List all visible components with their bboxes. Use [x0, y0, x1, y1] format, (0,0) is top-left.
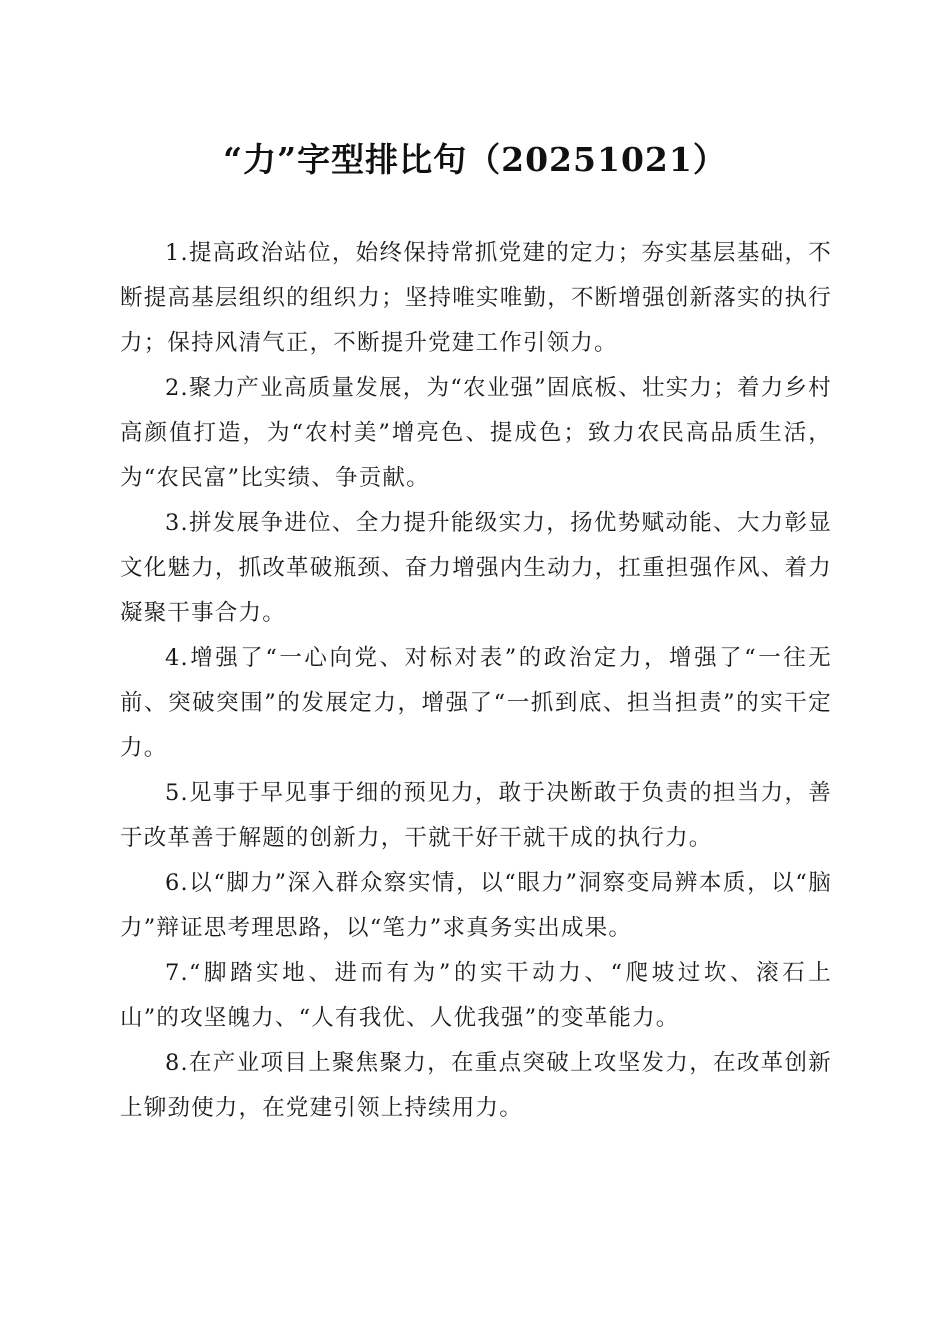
paragraph-1: 1.提高政治站位，始终保持常抓党建的定力；夯实基层基础，不断提高基层组织的组织力；坚持唯实唯勤，不断增强创新落实的执行力；保持风清气正，不断提升党建工作引领力。	[120, 240, 832, 356]
paragraph-3: 3.拼发展争进位、全力提升能级实力，扬优势赋动能、大力彰显文化魅力，抓改革破瓶颈、奋力增强内生动力，扛重担强作风、着力凝聚干事合力。	[120, 510, 832, 626]
paragraph-7: 7.“脚踏实地、进而有为”的实干动力、“爬坡过坎、滚石上山”的攻坚魄力、“人有我优、人优我强”的变革能力。	[120, 960, 832, 1031]
paragraph-2: 2.聚力产业高质量发展，为“农业强”固底板、壮实力；着力乡村高颜值打造，为“农村美”增亮色、提成色；致力农民高品质生活，为“农民富”比实绩、争贡献。	[120, 375, 832, 491]
paragraph-6: 6.以“脚力”深入群众察实情，以“眼力”洞察变局辨本质，以“脑力”辩证思考理思路，以“笔力”求真务实出成果。	[120, 870, 832, 941]
paragraph-5: 5.见事于早见事于细的预见力，敢于决断敢于负责的担当力，善于改革善于解题的创新力，干就干好干就干成的执行力。	[120, 780, 832, 851]
paragraph-4: 4.增强了“一心向党、对标对表”的政治定力，增强了“一往无前、突破突围”的发展定力，增强了“一抓到底、担当担责”的实干定力。	[120, 645, 832, 761]
document-title: “力”字型排比句（20251021）	[223, 140, 727, 179]
paragraph-8: 8.在产业项目上聚焦聚力，在重点突破上攻坚发力，在改革创新上铆劲使力，在党建引领上持续用力。	[120, 1050, 832, 1121]
document-body	[120, 231, 832, 1131]
